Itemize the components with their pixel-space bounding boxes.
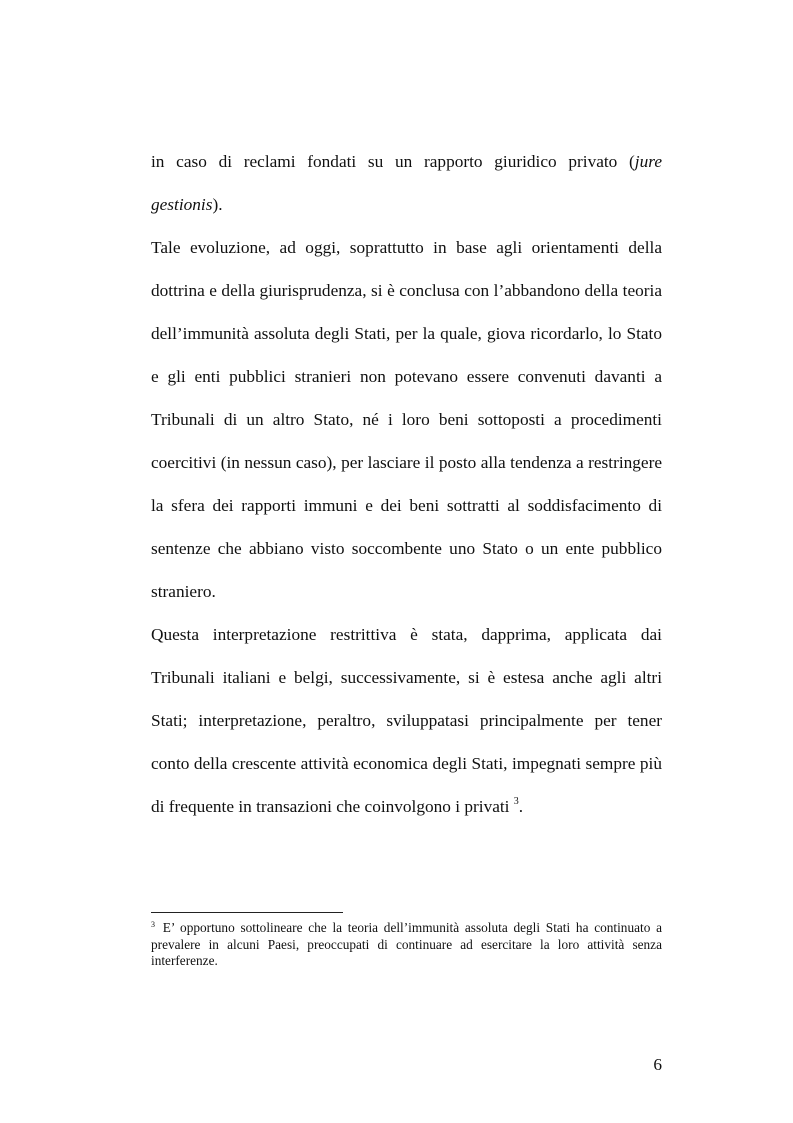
footnote-text: E’ opportuno sottolineare che la teoria dell’immunità assoluta degli Stati ha continuato a prevalere in alcuni Paesi, preoccupati di continuare ad esercitare la loro attività senza interferenze. — [151, 920, 662, 968]
paragraph-1: in caso di reclami fondati su un rapporto giuridico privato (jure gestionis). — [151, 152, 662, 214]
page-body — [151, 140, 662, 828]
paragraph-2: Tale evoluzione, ad oggi, soprattutto in base agli orientamenti della dottrina e della giurisprudenza, si è conclusa con l’abbandono della teoria dell’immunità assoluta degli Stati, per la quale, giova ricordarlo, lo Stato e gli enti pubblici stranieri non potevano essere convenuti davanti a Tribunali di un altro Stato, né i loro beni sottoposti a procedimenti coercitivi (in nessun caso), per lasciare il posto alla tendenza a restringere la sfera dei rapporti immuni e dei beni sottratti al soddisfacimento di sentenze che abbiano visto soccombente uno Stato o un ente pubblico straniero. — [151, 238, 662, 601]
footnote-reference[interactable]: 3 — [513, 796, 519, 807]
footnote-separator — [151, 912, 343, 913]
italic-term: jure gestionis — [151, 152, 662, 214]
footnote — [151, 920, 662, 970]
footnote-marker: 3 — [151, 920, 155, 929]
page-number: 6 — [653, 1055, 662, 1074]
paragraph-3: Questa interpretazione restrittiva è stata, dapprima, applicata dai Tribunali italiani e belgi, successivamente, si è estesa anche agli altri Stati; interpretazione, peraltro, sviluppatasi principalmente per tener conto della crescente attività economica degli Stati, impegnati sempre più di frequente in transazioni che coinvolgono i privati $^3$. — [151, 625, 662, 816]
